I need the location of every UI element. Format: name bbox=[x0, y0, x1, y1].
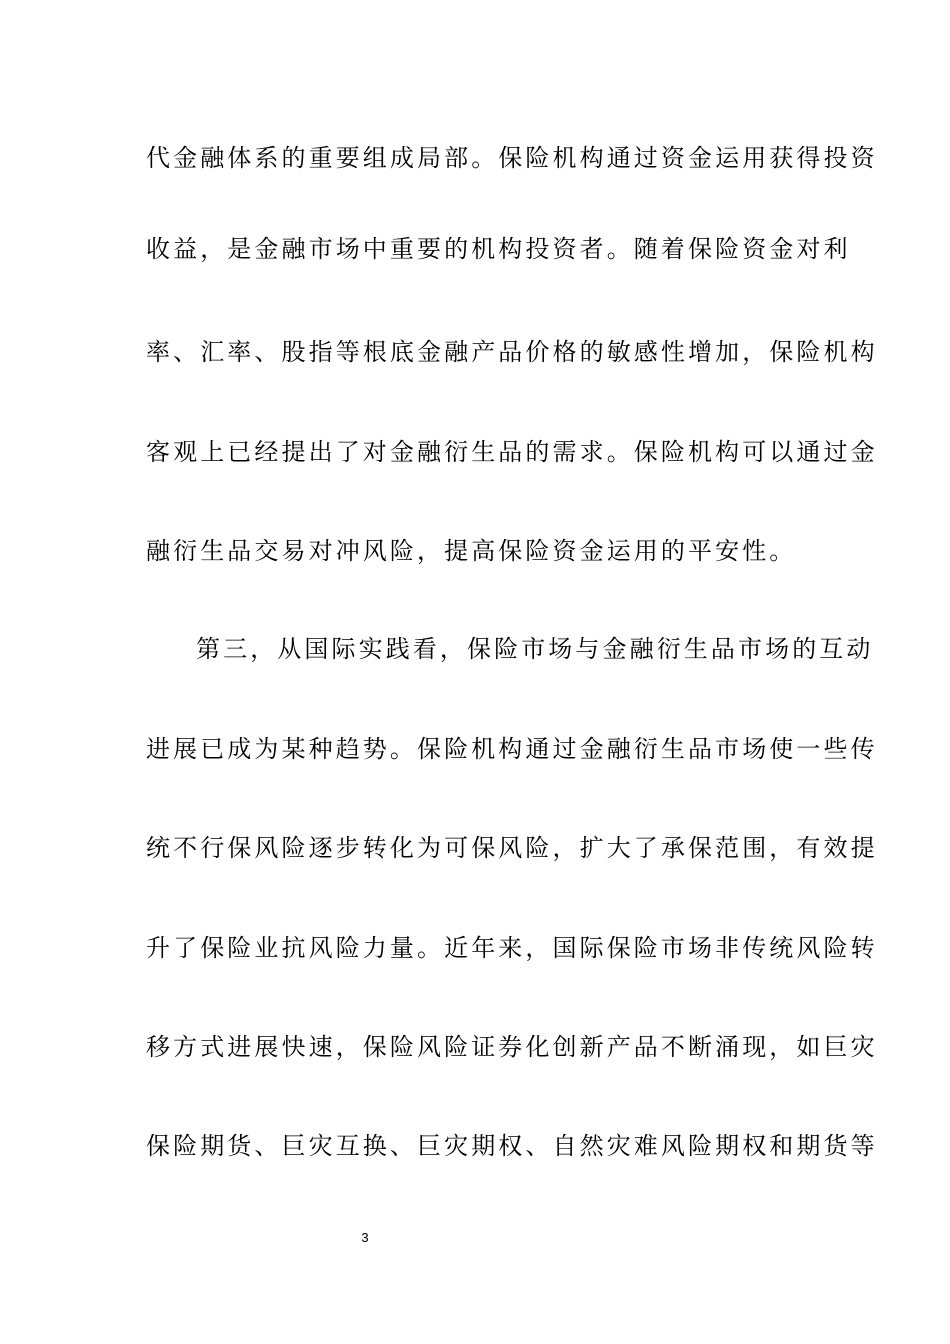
text-line-4: 客观上已经提出了对金融衍生品的需求。保险机构可以通过金 bbox=[146, 438, 878, 466]
text-line-10: 移方式进展快速，保险风险证券化创新产品不断涌现，如巨灾 bbox=[146, 1033, 878, 1061]
text-line-9: 升了保险业抗风险力量。近年来，国际保险市场非传统风险转 bbox=[146, 934, 878, 962]
text-line-5: 融衍生品交易对冲风险，提高保险资金运用的平安性。 bbox=[146, 537, 797, 565]
text-line-8: 统不行保风险逐步转化为可保风险，扩大了承保范围，有效提 bbox=[146, 834, 878, 862]
page-number: 3 bbox=[361, 1230, 369, 1245]
text-line-3: 率、汇率、股指等根底金融产品价格的敏感性增加，保险机构 bbox=[146, 338, 878, 366]
text-line-7: 进展已成为某种趋势。保险机构通过金融衍生品市场使一些传 bbox=[146, 735, 878, 763]
text-line-6: 第三，从国际实践看，保险市场与金融衍生品市场的互动 bbox=[196, 635, 874, 663]
text-line-1: 代金融体系的重要组成局部。保险机构通过资金运用获得投资 bbox=[146, 144, 878, 172]
text-line-2: 收益，是金融市场中重要的机构投资者。随着保险资金对利 bbox=[146, 235, 851, 263]
text-line-11: 保险期货、巨灾互换、巨灾期权、自然灾难风险期权和期货等 bbox=[146, 1132, 878, 1160]
